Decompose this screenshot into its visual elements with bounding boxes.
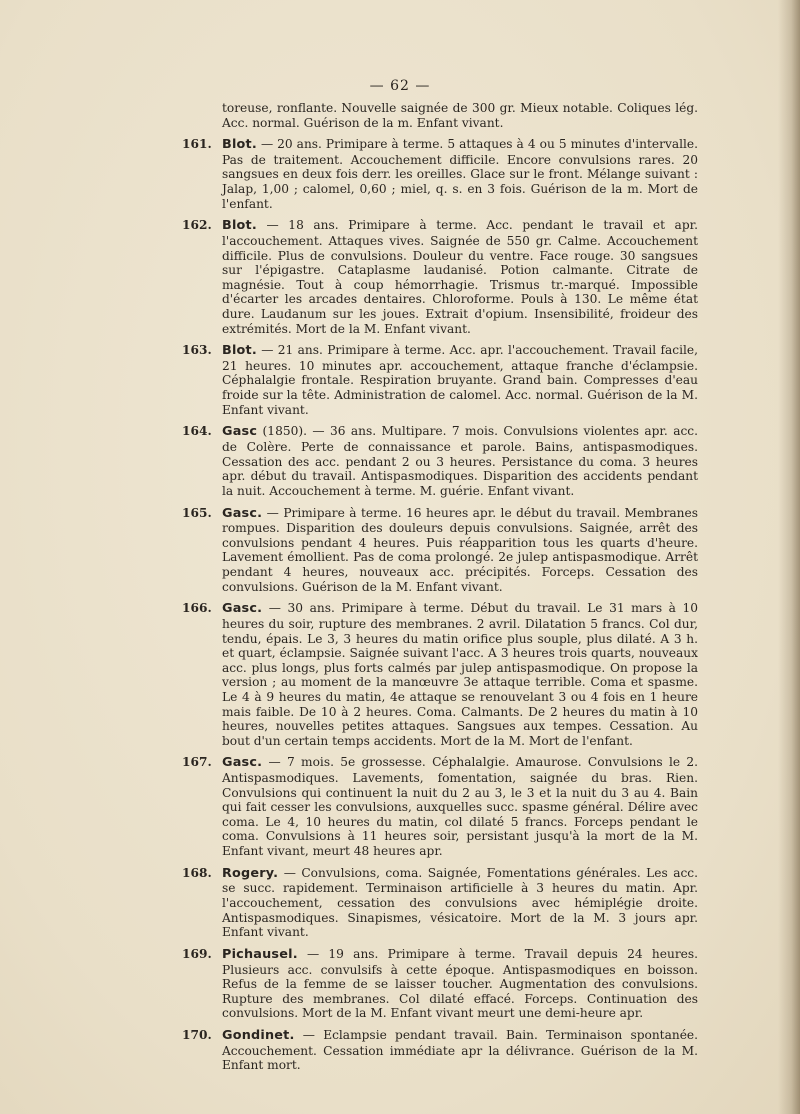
case-entry — [182, 865, 698, 940]
case-author: Gasc. — [222, 755, 263, 771]
case-text: — 21 ans. Primipare à terme. Acc. apr. l'accouchement. Travail facile, 21 heures. 10 minutes apr. accouchement, attaque franche d'éclampsie. Céphalalgie frontale. Respiration bruyante. Grand bain. Compresses d'eau froide sur la tête. Administration de calomel. Acc. normal. Guérison de la M. Enfant vivant. — [222, 343, 698, 417]
case-number: 165. — [182, 505, 212, 520]
case-number: 170. — [182, 1028, 212, 1043]
case-author: Blot. — [222, 218, 257, 234]
case-author: Gasc. — [222, 601, 263, 617]
continuation-paragraph: toreuse, ronflante. Nouvelle saignée de 300 gr. Mieux notable. Coliques lég. Acc. normal. Guérison de la m. Enfant vivant. — [222, 101, 698, 130]
case-number: 166. — [182, 601, 212, 616]
case-entry — [182, 343, 698, 417]
case-text: — 19 ans. Primipare à terme. Travail depuis 24 heures. Plusieurs acc. convulsifs à cette époque. Antispasmodiques en boisson. Refus de la femme de se laisser toucher. Augmentation des convulsions. Rupture des membranes. Col dilaté effacé. Forceps. Continuation des convulsions. Mort de la M. Enfant vivant meurt une demi-heure apr. — [222, 946, 698, 1021]
case-entry — [182, 424, 698, 498]
case-text: (1850). — 36 ans. Multipare. 7 mois. Convulsions violentes apr. acc. de Colère. Perte de connaissance et parole. Bains, antispasmodiques. Cessation des acc. pendant 2 ou 3 heures. Persistance du coma. 3 heures apr. début du travail. Antispasmodiques. Disparition des accidents pendant la nuit. Accouchement à terme. M. guérie. Enfant vivant. — [222, 424, 698, 498]
case-entry — [182, 137, 698, 211]
case-author: Blot. — [222, 343, 257, 359]
case-entry — [182, 601, 698, 748]
case-author: Gasc — [222, 424, 258, 440]
case-text: — 7 mois. 5e grossesse. Céphalalgie. Amaurose. Convulsions le 2. Antispasmodiques. Lavements, fomentation, saignée du bras. Rien. Convulsions qui continuent la nuit du 2 au 3, le 3 et la nuit du 3 au 4. Bain qui fait cesser les convulsions, auxquelles succ. spasme général. Délire avec coma. Le 4, 10 heures du matin, col dilaté 5 francs. Forceps pendant le coma. Convulsions à 11 heures soir, persistant jusqu'à la mort de la M. Enfant vivant, meurt 48 heures apr. — [222, 755, 698, 859]
case-entry — [182, 505, 698, 595]
page-number: — 62 — — [369, 78, 431, 94]
document-body — [182, 101, 698, 1080]
case-entry — [182, 1028, 698, 1073]
case-author: Gondinet. — [222, 1028, 295, 1044]
case-text: — Eclampsie pendant travail. Bain. Terminaison spontanée. Accouchement. Cessation immédiate apr la délivrance. Guérison de la M. Enfant mort. — [222, 1028, 698, 1073]
case-text: — 30 ans. Primipare à terme. Début du travail. Le 31 mars à 10 heures du soir, rupture des membranes. 2 avril. Dilatation 5 francs. Col dur, tendu, épais. Le 3, 3 heures du matin orifice plus souple, plus dilaté. A 3 h. et quart, éclampsie. Saignée suivant l'acc. A 3 heures trois quarts, nouveaux acc. plus longs, plus forts calmés par julep antispasmodique. On propose la version ; au moment de la manœuvre 3e attaque terrible. Coma et spasme. Le 4 à 9 heures du matin, 4e attaque se renouvelant 3 ou 4 fois en 1 heure mais faible. De 10 à 2 heures. Coma. Calmants. De 2 heures du matin à 10 heures, nouvelles petites attaques. Sangsues aux tempes. Cessation. Au bout d'un certain temps accidents. Mort de la M. Mort de l'enfant. — [222, 601, 698, 748]
case-number: 164. — [182, 424, 212, 439]
case-entry — [182, 218, 698, 336]
case-text: — Primipare à terme. 16 heures apr. le début du travail. Membranes rompues. Disparition des douleurs depuis convulsions. Saignée, arrêt des convulsions pendant 4 heures. Puis réapparition tous les quarts d'heure. Lavement émollient. Pas de coma prolongé. 2e julep antispasmodique. Arrêt pendant 4 heures, nouveaux acc. précipités. Forceps. Cessation des convulsions. Guérison de la M. Enfant vivant. — [222, 505, 698, 594]
case-number: 168. — [182, 865, 212, 880]
case-number: 169. — [182, 946, 212, 961]
case-entry — [182, 946, 698, 1021]
case-number: 163. — [182, 343, 212, 358]
case-number: 167. — [182, 755, 212, 770]
case-text: — Convulsions, coma. Saignée, Fomentations générales. Les acc. se succ. rapidement. Terminaison artificielle à 3 heures du matin. Apr. l'accouchement, cessation des convulsions avec hémiplégie droite. Antispasmodiques. Sinapismes, vésicatoire. Mort de la M. 3 jours apr. Enfant vivant. — [222, 865, 698, 940]
case-author: Blot. — [222, 137, 257, 153]
case-entry — [182, 755, 698, 859]
case-number: 162. — [182, 218, 212, 233]
case-number: 161. — [182, 137, 212, 152]
case-text: — 20 ans. Primipare à terme. 5 attaques à 4 ou 5 minutes d'intervalle. Pas de traitement. Accouchement difficile. Encore convulsions rares. 20 sangsues en deux fois derr. les oreilles. Glace sur le front. Mélange suivant : Jalap, 1,00 ; calomel, 0,60 ; miel, q. s. en 3 fois. Guérison de la m. Mort de l'enfant. — [222, 137, 698, 211]
case-text: — 18 ans. Primipare à terme. Acc. pendant le travail et apr. l'accouchement. Attaques vives. Saignée de 550 gr. Calme. Accouchement difficile. Plus de convulsions. Douleur du ventre. Face rouge. 30 sangsues sur l'épigastre. Cataplasme laudanisé. Potion calmante. Citrate de magnésie. Tout à coup hémorrhagie. Trismus tr.-marqué. Impossible d'écarter les arcades dentaires. Chloroforme. Pouls à 130. Le même état dure. Laudanum sur les joues. Extrait d'opium. Insensibilité, froideur des extrémités. Mort de la M. Enfant vivant. — [222, 218, 698, 336]
case-author: Pichausel. — [222, 946, 298, 962]
case-author: Rogery. — [222, 865, 279, 881]
case-author: Gasc. — [222, 505, 263, 521]
page-edge-shadow — [778, 0, 800, 1114]
